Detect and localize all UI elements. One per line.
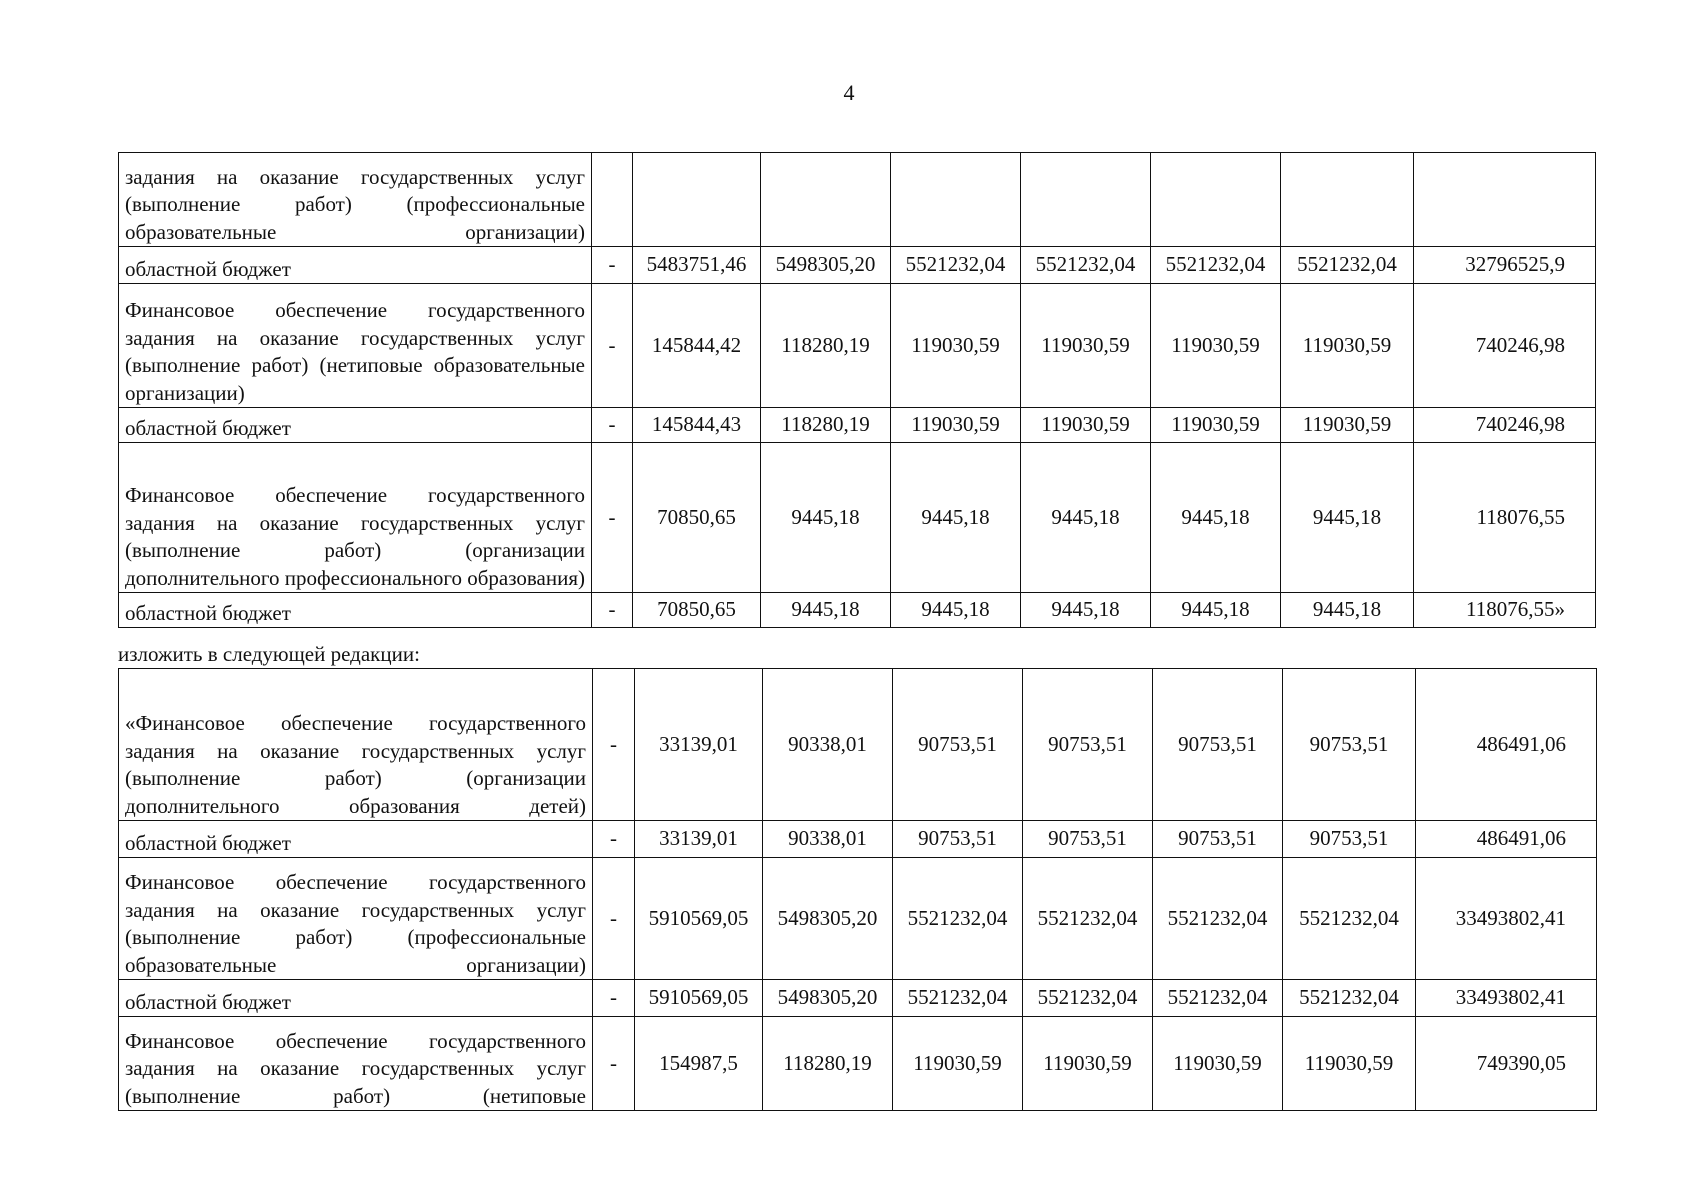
table-row [119,284,1596,408]
page-number: 4 [843,80,855,105]
value-cell [761,153,891,247]
value-cell: 5521232,04 [1021,247,1151,284]
value-cell [891,153,1021,247]
value-cell: 5521232,04 [893,858,1023,980]
table-row [119,980,1597,1017]
value-cell: 119030,59 [1151,284,1281,408]
value-cell: 119030,59 [893,1017,1023,1111]
row-label: Финансовое обеспечение государственного задания на оказание государственных услуг (выполнение работ) (нетиповые [119,1017,593,1111]
value-cell: 119030,59 [1023,1017,1153,1111]
value-cell: 5483751,46 [633,247,761,284]
value-cell: 119030,59 [1151,408,1281,443]
value-cell: 5910569,05 [635,980,763,1017]
value-cell: 90753,51 [1023,669,1153,821]
total-cell: 486491,06 [1416,821,1597,858]
total-cell: 33493802,41 [1416,858,1597,980]
value-cell: 119030,59 [1283,1017,1416,1111]
table-row [119,593,1596,628]
value-cell: 9445,18 [1151,443,1281,593]
total-cell: 740246,98 [1414,284,1596,408]
value-cell: 5521232,04 [1281,247,1414,284]
value-cell: 119030,59 [1021,284,1151,408]
value-cell: 9445,18 [1021,443,1151,593]
value-cell: 90753,51 [893,669,1023,821]
value-cell: 33139,01 [635,821,763,858]
value-cell: 119030,59 [891,284,1021,408]
total-cell: 33493802,41 [1416,980,1597,1017]
row-label: областной бюджет [119,821,593,858]
value-cell: 9445,18 [761,443,891,593]
row-label: областной бюджет [119,980,593,1017]
value-cell: 5521232,04 [1153,858,1283,980]
dash-cell: - [592,247,633,284]
value-cell: 5521232,04 [1153,980,1283,1017]
value-cell: 33139,01 [635,669,763,821]
value-cell: 9445,18 [761,593,891,628]
total-cell: 749390,05 [1416,1017,1597,1111]
value-cell: 154987,5 [635,1017,763,1111]
value-cell: 70850,65 [633,593,761,628]
value-cell [1151,153,1281,247]
total-cell: 118076,55 [1414,443,1596,593]
value-cell: 9445,18 [1281,593,1414,628]
value-cell: 90753,51 [893,821,1023,858]
table-row [119,669,1597,821]
row-label: Финансовое обеспечение государственного задания на оказание государственных услуг (выполнение работ) (профессиональные образовательные организации) [119,858,593,980]
value-cell: 119030,59 [1281,284,1414,408]
value-cell: 9445,18 [891,443,1021,593]
dash-cell: - [593,980,635,1017]
table-row [119,153,1596,247]
value-cell: 5910569,05 [635,858,763,980]
value-cell: 90338,01 [763,821,893,858]
row-label: «Финансовое обеспечение государственного задания на оказание государственных услуг (выполнение работ) (организации дополнительного образования детей) [119,669,593,821]
value-cell: 119030,59 [1021,408,1151,443]
value-cell [633,153,761,247]
value-cell: 5521232,04 [1023,858,1153,980]
value-cell: 118280,19 [761,284,891,408]
value-cell: 90753,51 [1283,821,1416,858]
table-row [119,408,1596,443]
dash-cell [592,153,633,247]
dash-cell: - [593,1017,635,1111]
row-label: задания на оказание государственных услуг (выполнение работ) (профессиональные образовательные организации) [119,153,592,247]
value-cell: 145844,42 [633,284,761,408]
table-row [119,858,1597,980]
value-cell: 118280,19 [763,1017,893,1111]
value-cell: 5521232,04 [1283,858,1416,980]
value-cell: 90753,51 [1153,669,1283,821]
total-cell [1414,153,1596,247]
dash-cell: - [592,443,633,593]
dash-cell: - [593,669,635,821]
value-cell: 5498305,20 [763,858,893,980]
value-cell [1021,153,1151,247]
value-cell: 5498305,20 [763,980,893,1017]
row-label: Финансовое обеспечение государственного задания на оказание государственных услуг (выполнение работ) (организации дополнительного профессионального образования) [119,443,592,593]
table-row [119,247,1596,284]
total-cell: 118076,55» [1414,593,1596,628]
value-cell: 5521232,04 [1283,980,1416,1017]
value-cell: 119030,59 [1281,408,1414,443]
value-cell [1281,153,1414,247]
value-cell: 70850,65 [633,443,761,593]
value-cell: 118280,19 [761,408,891,443]
table-row [119,443,1596,593]
total-cell: 32796525,9 [1414,247,1596,284]
total-cell: 486491,06 [1416,669,1597,821]
value-cell: 90753,51 [1023,821,1153,858]
connector-text: изложить в следующей редакции: [118,642,420,666]
value-cell: 9445,18 [891,593,1021,628]
table-row [119,821,1597,858]
table-row [119,1017,1597,1111]
value-cell: 119030,59 [1153,1017,1283,1111]
value-cell: 9445,18 [1151,593,1281,628]
row-label: областной бюджет [119,593,592,628]
value-cell: 90753,51 [1153,821,1283,858]
dash-cell: - [592,408,633,443]
value-cell: 9445,18 [1281,443,1414,593]
budget-table-old [118,152,1596,628]
row-label: областной бюджет [119,247,592,284]
value-cell: 119030,59 [891,408,1021,443]
value-cell: 9445,18 [1021,593,1151,628]
value-cell: 5521232,04 [1151,247,1281,284]
dash-cell: - [593,858,635,980]
total-cell: 740246,98 [1414,408,1596,443]
row-label: областной бюджет [119,408,592,443]
value-cell: 145844,43 [633,408,761,443]
value-cell: 5521232,04 [1023,980,1153,1017]
dash-cell: - [592,593,633,628]
row-label: Финансовое обеспечение государственного задания на оказание государственных услуг (выполнение работ) (нетиповые образовательные организации) [119,284,592,408]
value-cell: 90338,01 [763,669,893,821]
value-cell: 90753,51 [1283,669,1416,821]
value-cell: 5521232,04 [893,980,1023,1017]
dash-cell: - [592,284,633,408]
value-cell: 5498305,20 [761,247,891,284]
budget-table-new [118,668,1597,1111]
value-cell: 5521232,04 [891,247,1021,284]
dash-cell: - [593,821,635,858]
